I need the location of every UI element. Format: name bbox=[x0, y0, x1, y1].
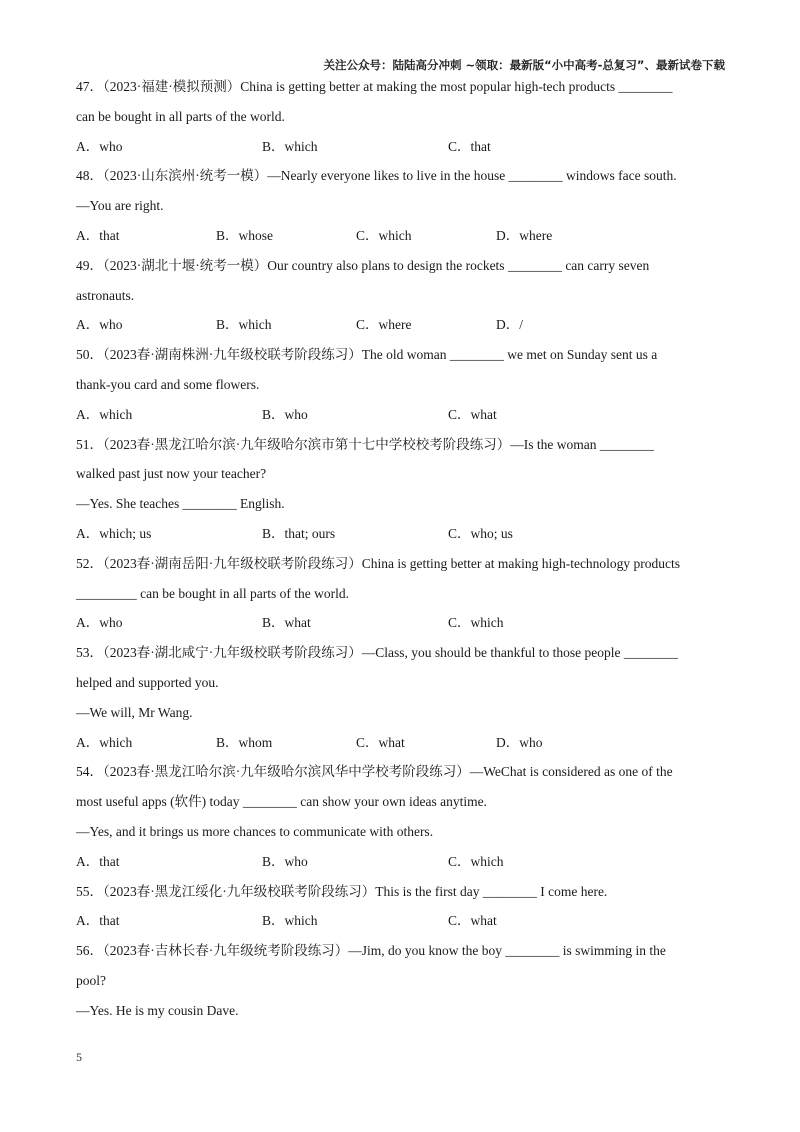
answer-options bbox=[76, 314, 736, 344]
answer-options bbox=[76, 732, 736, 762]
answer-option: D．who bbox=[496, 734, 543, 750]
question-line: 47．（2023·福建·模拟预测）China is getting better at making the most popular high-tech products ________ bbox=[76, 79, 673, 94]
answer-options bbox=[76, 612, 736, 642]
answer-options bbox=[76, 136, 736, 166]
question-line: 53．（2023春·湖北咸宁·九年级校联考阶段练习）—Class, you should be thankful to those people ________ bbox=[76, 645, 678, 661]
answer-option: A．that bbox=[76, 227, 120, 243]
question-line: 51．（2023春·黑龙江哈尔滨·九年级哈尔滨市第十七中学校校考阶段练习）—Is the woman ________ bbox=[76, 436, 654, 452]
answer-option: B．that; ours bbox=[262, 525, 336, 541]
answer-option: D．where bbox=[496, 227, 553, 243]
answer-option: A．that bbox=[76, 913, 120, 929]
page-number: 5 bbox=[76, 1050, 82, 1064]
question-line: 50．（2023春·湖南株洲·九年级校联考阶段练习）The old woman ________ we met on Sunday sent us a bbox=[76, 347, 658, 363]
question-line: 48．（2023·山东滨州·统考一模）—Nearly everyone likes to live in the house ________ windows face south. bbox=[76, 168, 677, 184]
answer-options bbox=[76, 910, 736, 940]
question-line: —We will, Mr Wang. bbox=[76, 704, 193, 720]
answer-option: A．which bbox=[76, 734, 133, 750]
question-line: helped and supported you. bbox=[76, 674, 219, 690]
question-line: 55．（2023春·黑龙江绥化·九年级校联考阶段练习）This is the first day ________ I come here. bbox=[76, 883, 608, 899]
answer-option: C．which bbox=[448, 853, 504, 869]
answer-option: B．which bbox=[216, 317, 272, 333]
question-line: can be bought in all parts of the world. bbox=[76, 108, 285, 124]
question-line: astronauts. bbox=[76, 287, 135, 303]
answer-option: C．where bbox=[356, 317, 412, 333]
answer-option: B．which bbox=[262, 138, 318, 154]
answer-option: A．who bbox=[76, 317, 123, 333]
answer-options bbox=[76, 851, 736, 881]
answer-option: A．which; us bbox=[76, 525, 152, 541]
question-line: _________ can be bought in all parts of the world. bbox=[76, 585, 349, 601]
answer-option: C．which bbox=[448, 615, 504, 631]
answer-option: C．who; us bbox=[448, 525, 513, 541]
answer-option: D．/ bbox=[496, 317, 523, 333]
question-line: most useful apps (软件) today ________ can show your own ideas anytime. bbox=[76, 794, 487, 810]
question-line: pool? bbox=[76, 972, 106, 988]
answer-option: A．that bbox=[76, 853, 120, 869]
answer-option: C．what bbox=[448, 913, 497, 929]
question-line: 52．（2023春·湖南岳阳·九年级校联考阶段练习）China is getting better at making high-technology products bbox=[76, 555, 681, 571]
question-line: thank-you card and some flowers. bbox=[76, 376, 260, 392]
question-line: walked past just now your teacher? bbox=[76, 466, 267, 482]
question-line: 54．（2023春·黑龙江哈尔滨·九年级哈尔滨风华中学校考阶段练习）—WeChat is considered as one of the bbox=[76, 764, 673, 780]
answer-option: B．which bbox=[262, 913, 318, 929]
answer-option: C．what bbox=[356, 734, 405, 750]
question-line: —Yes, and it brings us more chances to communicate with others. bbox=[76, 823, 434, 839]
answer-option: C．that bbox=[448, 138, 491, 154]
answer-option: B．who bbox=[262, 853, 308, 869]
answer-option: B．whose bbox=[216, 227, 273, 243]
answer-option: A．who bbox=[76, 138, 123, 154]
question-line: 56．（2023春·吉林长春·九年级统考阶段练习）—Jim, do you know the boy ________ is swimming in the bbox=[76, 943, 666, 959]
header-note: 关注公众号：陆陆高分冲刺 ~领取：最新版“小中高考-总复习”、最新试卷下载 bbox=[323, 58, 725, 72]
question-line: —Yes. He is my cousin Dave. bbox=[76, 1002, 239, 1018]
answer-option: C．which bbox=[356, 227, 412, 243]
question-line: 49．（2023·湖北十堰·统考一模）Our country also plans to design the rockets ________ can carry seven bbox=[76, 257, 650, 273]
answer-option: B．who bbox=[262, 406, 308, 422]
answer-option: A．which bbox=[76, 406, 133, 422]
answer-option: C．what bbox=[448, 406, 497, 422]
question-line: —You are right. bbox=[76, 198, 164, 214]
answer-option: B．what bbox=[262, 615, 311, 631]
answer-options bbox=[76, 225, 736, 255]
question-line: —Yes. She teaches ________ English. bbox=[76, 496, 285, 512]
answer-option: A．who bbox=[76, 615, 123, 631]
answer-options bbox=[76, 523, 736, 553]
answer-options bbox=[76, 404, 736, 434]
answer-option: B．whom bbox=[216, 734, 273, 750]
question-list bbox=[76, 76, 736, 1030]
